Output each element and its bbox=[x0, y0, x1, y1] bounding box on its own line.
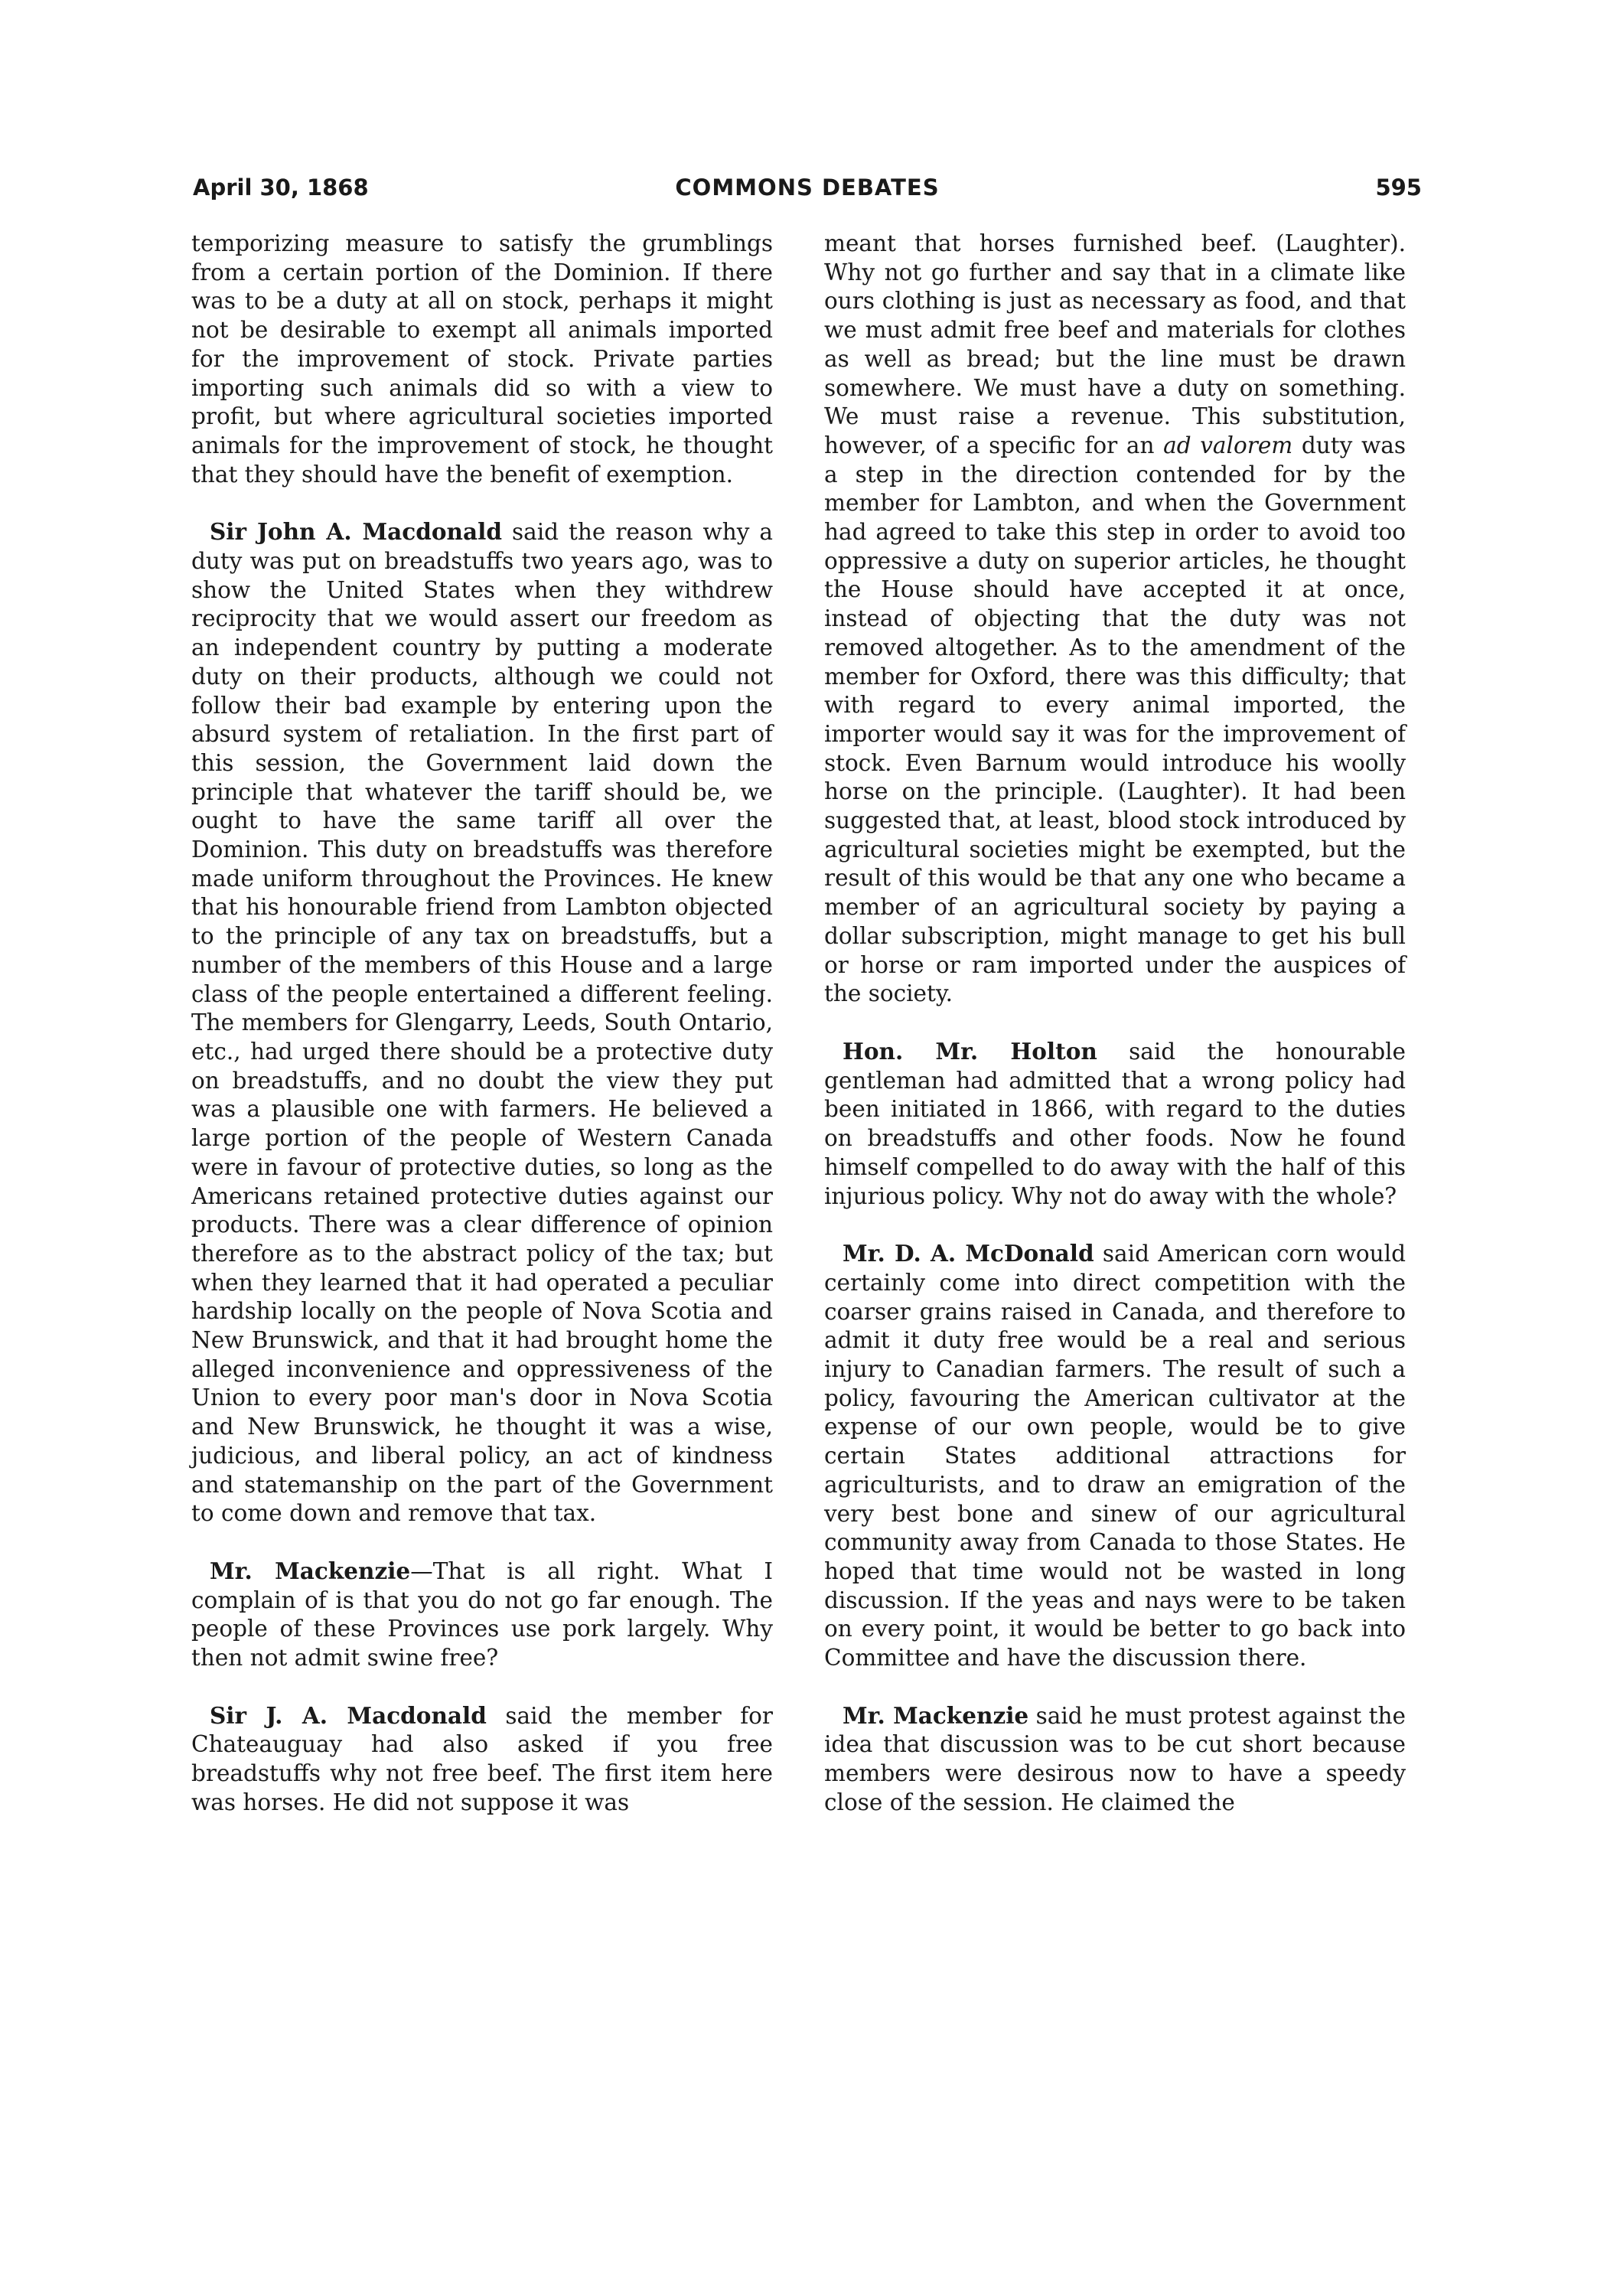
paragraph-text: said the reason why a duty was put on breadstuffs two years ago, was to show the United States when they withdrew reciprocity that we would assert our freedom as an independent country by putting a moderate duty on their products, although we could not follow their bad example by entering upon the absurd system of retaliation. In the first part of this session, the Government laid down the principle that whatever the tariff should be, we ought to have the same tariff all over the Dominion. This duty on breadstuffs was therefore made uniform throughout the Provinces. He knew that his honourable friend from Lambton objected to the principle of any tax on breadstuffs, but a number of the members of this House and a large class of the people entertained a different feeling. The members for Glengarry, Leeds, South Ontario, etc., had urged there should be a protective duty on breadstuffs, and no doubt the view they put was a plausible one with farmers. He believed a large portion of the people of Western Canada were in favour of protective duties, so long as the Americans retained protective duties against our products. There was a clear difference of opinion therefore as to the abstract policy of the tax; but when they learned that it had operated a peculiar hardship locally on the people of Nova Scotia and New Brunswick, and that it had brought home the alleged inconvenience and oppressiveness of the Union to every poor man's door in Nova Scotia and New Brunswick, he thought it was a wise, judicious, and liberal policy, an act of kindness and statemanship on the part of the Government to come down and remove that tax. bbox=[191, 519, 774, 1527]
paragraph bbox=[191, 1701, 773, 1818]
paragraph-text: —That is all right. What I complain of is that you do not go far enough. The people of these Provinces use pork largely. Why then not admit swine free? bbox=[191, 1557, 773, 1671]
paragraph-text: said the honourable gentleman had admitted that a wrong policy had been initiated in 1866, with regard to the duties on breadstuffs and other foods. Now he found himself compelled to do away with the half of this injurious policy. Why not do away with the whole? bbox=[824, 1038, 1406, 1209]
running-head bbox=[193, 174, 1422, 205]
paragraph-text: meant that horses furnished beef. (Laughter). Why not go further and say that in a climate like ours clothing is just as necessary as food, and that we must admit free beef and materials for clothes as well as bread; but the line must be drawn somewhere. We must have a duty on something. We must raise a revenue. This substitution, however, of a specific for an bbox=[824, 230, 1406, 458]
speaker-name: Hon. Mr. Holton bbox=[843, 1037, 1097, 1065]
paragraph bbox=[824, 1701, 1406, 1818]
speaker-name: Mr. Mackenzie bbox=[843, 1701, 1029, 1729]
speaker-name: Sir J. A. Macdonald bbox=[210, 1701, 487, 1729]
speaker-name: Sir John A. Macdonald bbox=[210, 518, 502, 546]
paragraph-text: said he must protest against the idea that discussion was to be cut short because members were desirous now to have a speedy close of the session. He claimed the bbox=[824, 1702, 1406, 1815]
paragraph bbox=[824, 1037, 1406, 1211]
paragraph bbox=[824, 230, 1406, 1009]
paragraph bbox=[191, 517, 773, 1528]
left-column bbox=[191, 230, 773, 1846]
paragraph bbox=[191, 230, 773, 489]
paragraph-text: duty was a step in the direction contended for by the member for Lambton, and when the Government had agreed to take this step in order to avoid too oppressive a duty on superior articles, he thought the House should have accepted it at once, instead of objecting that the duty was not removed altogether. As to the amendment of the member for Oxford, there was this difficulty; that with regard to every animal imported, the importer would say it was for the improvement of stock. Even Barnum would introduce his woolly horse on the principle. (Laughter). It had been suggested that, at least, blood stock introduced by agricultural societies might be exempted, but the result of this would be that any one who became a member of an agricultural society by paying a dollar subscription, might manage to get his bull or horse or ram imported under the auspices of the society. bbox=[824, 432, 1406, 1007]
paragraph bbox=[191, 1557, 773, 1673]
right-column bbox=[824, 230, 1406, 1846]
paragraph-text: said the member for Chateauguay had also asked if you free breadstuffs why not free beef. The first item here was horses. He did not suppose it was bbox=[191, 1702, 774, 1815]
paragraph bbox=[824, 1239, 1406, 1673]
paragraph-text: said American corn would certainly come into direct competition with the coarser grains raised in Canada, and therefore to admit it duty free would be a real and serious injury to Canadian farmers. The result of such a policy, favouring the American cultivator at the expense of our own people, would be to give certain States additional attractions for agriculturists, and to draw an emigration of the very best bone and sinew of our agricultural community away from Canada to those States. He hoped that time would not be wasted in long discussion. If the yeas and nays were to be taken on every point, it would be better to go back into Committee and have the discussion there. bbox=[824, 1241, 1406, 1671]
page-number: 595 bbox=[1375, 174, 1422, 201]
header-date: April 30, 1868 bbox=[193, 174, 369, 201]
header-title: COMMONS DEBATES bbox=[675, 174, 940, 201]
speaker-name: Mr. D. A. McDonald bbox=[843, 1240, 1094, 1267]
speaker-name: Mr. Mackenzie bbox=[210, 1557, 411, 1584]
italic-phrase: ad valorem bbox=[1163, 432, 1293, 458]
paragraph-text: temporizing measure to satisfy the grumblings from a certain portion of the Dominion. If there was to be a duty at all on stock, perhaps it might not be desirable to exempt all animals imported for the improvement of stock. Private parties importing such animals did so with a view to profit, but where agricultural societies imported animals for the improvement of stock, he thought that they should have the benefit of exemption. bbox=[191, 230, 773, 488]
